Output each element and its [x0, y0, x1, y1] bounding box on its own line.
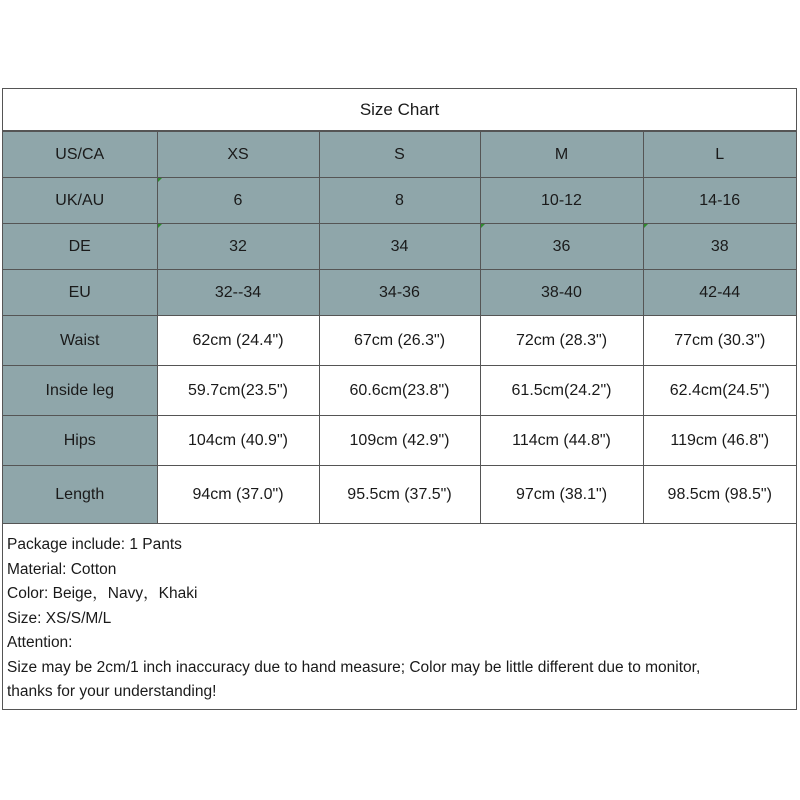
row-label: US/CA [3, 132, 157, 178]
table-cell: 34-36 [319, 270, 480, 316]
note-material: Material: Cotton [7, 560, 117, 578]
table-row-us-ca [3, 132, 796, 178]
table-row-de [3, 224, 796, 270]
row-label: Inside leg [3, 366, 157, 416]
note-attention-text: Size may be 2cm/1 inch inaccuracy due to hand measure; Color may be little different due to monitor, [7, 658, 701, 676]
note-size: Size: XS/S/M/L [7, 609, 112, 627]
table-row-uk-au [3, 178, 796, 224]
product-notes [3, 531, 796, 707]
table-row-eu [3, 270, 796, 316]
table-cell: 94cm (37.0") [157, 466, 319, 524]
table-cell: 42-44 [643, 270, 796, 316]
table-cell: 97cm (38.1") [480, 466, 643, 524]
table-cell: 38 [643, 224, 796, 270]
table-cell: 32--34 [157, 270, 319, 316]
table-row-inside-leg [3, 366, 796, 416]
table-cell: 114cm (44.8") [480, 416, 643, 466]
note-package: Package include: 1 Pants [7, 536, 182, 553]
size-chart-sheet [2, 88, 797, 710]
table-cell: 95.5cm (37.5") [319, 466, 480, 524]
row-label: Waist [3, 316, 157, 366]
row-label: Length [3, 466, 157, 524]
size-table [3, 131, 796, 524]
table-cell: 62.4cm(24.5") [643, 366, 796, 416]
note-thanks: thanks for your understanding! [7, 683, 217, 700]
table-row-hips [3, 416, 796, 466]
table-cell: 14-16 [643, 178, 796, 224]
row-label: UK/AU [3, 178, 157, 224]
table-cell: 119cm (46.8") [643, 416, 796, 466]
table-cell: 61.5cm(24.2") [480, 366, 643, 416]
table-cell: 8 [319, 178, 480, 224]
table-cell: 60.6cm(23.8") [319, 366, 480, 416]
table-cell: 6 [157, 178, 319, 224]
row-label: EU [3, 270, 157, 316]
table-cell: 98.5cm (98.5") [643, 466, 796, 524]
note-color: Color: Beige，Navy，Khaki [7, 585, 198, 602]
table-cell: 67cm (26.3") [319, 316, 480, 366]
table-cell: 10-12 [480, 178, 643, 224]
chart-title: Size Chart [3, 89, 796, 131]
table-cell: 59.7cm(23.5") [157, 366, 319, 416]
table-cell: S [319, 132, 480, 178]
table-cell: L [643, 132, 796, 178]
table-cell: 32 [157, 224, 319, 270]
table-cell: 38-40 [480, 270, 643, 316]
table-cell: 62cm (24.4") [157, 316, 319, 366]
table-cell: 77cm (30.3") [643, 316, 796, 366]
table-cell: 109cm (42.9") [319, 416, 480, 466]
table-cell: 104cm (40.9") [157, 416, 319, 466]
note-attention-heading: Attention: [7, 634, 73, 651]
table-cell: XS [157, 132, 319, 178]
table-cell: 36 [480, 224, 643, 270]
table-row-length [3, 466, 796, 524]
table-cell: 72cm (28.3") [480, 316, 643, 366]
row-label: Hips [3, 416, 157, 466]
table-cell: M [480, 132, 643, 178]
row-label: DE [3, 224, 157, 270]
table-row-waist [3, 316, 796, 366]
table-cell: 34 [319, 224, 480, 270]
